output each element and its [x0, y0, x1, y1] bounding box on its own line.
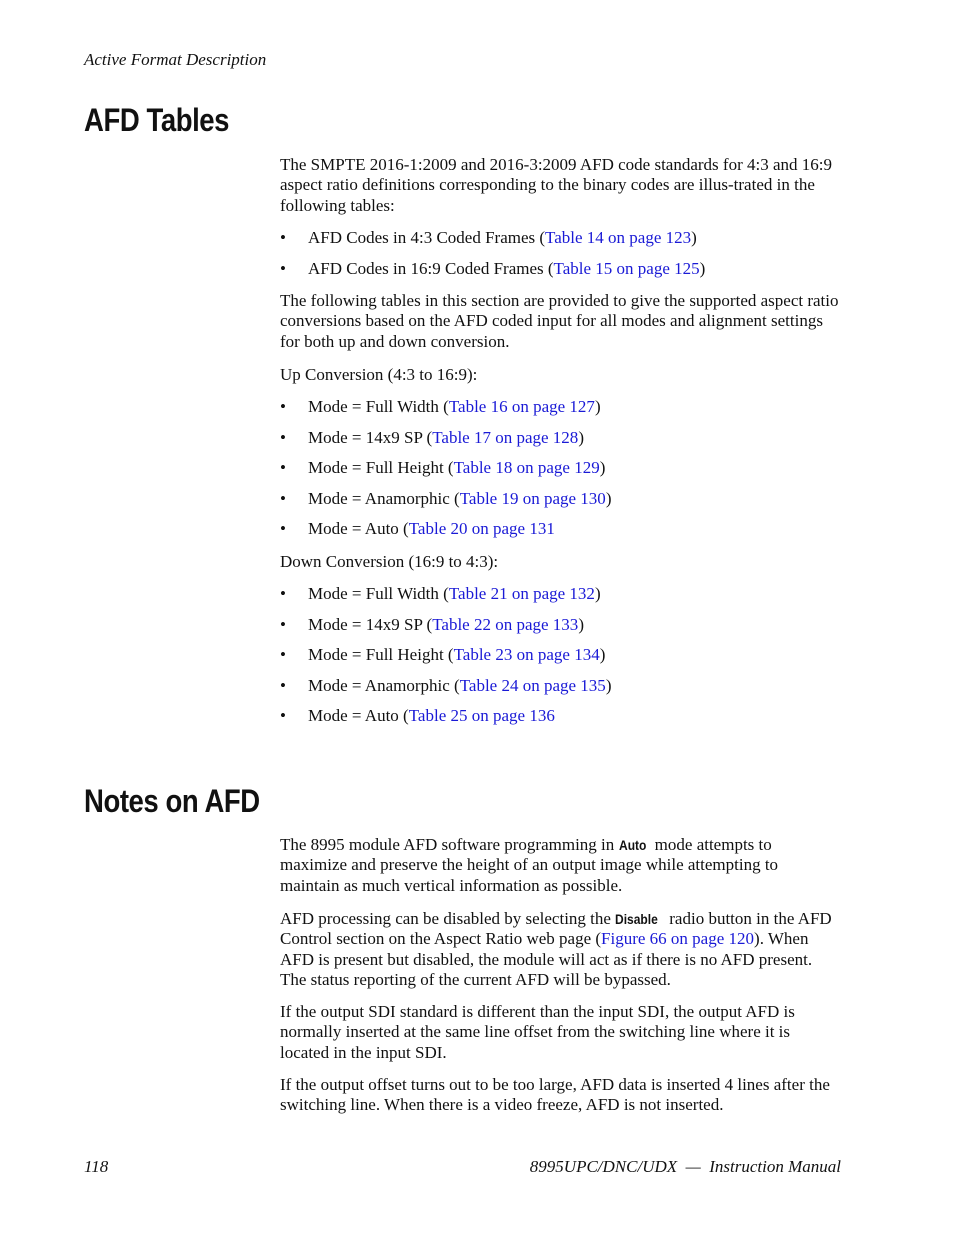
- up-conversion-label: Up Conversion (4:3 to 16:9):: [280, 365, 478, 384]
- bullet-icon: •: [280, 397, 286, 416]
- bullet-icon: •: [280, 676, 286, 695]
- table-21-link[interactable]: Table 21 on page 132: [448, 584, 595, 603]
- section-heading-notes-on-afd: Notes on AFD: [84, 783, 260, 819]
- bullet-icon: •: [280, 615, 286, 634]
- bullet-icon: •: [280, 428, 286, 447]
- table-22-link[interactable]: Table 22 on page 133: [432, 615, 579, 634]
- table-25-link[interactable]: Table 25 on page 136: [408, 706, 555, 725]
- section-heading-afd-tables: AFD Tables: [84, 102, 230, 138]
- bullet-icon: •: [280, 458, 286, 477]
- figure-66-link[interactable]: Figure 66 on page 120: [601, 929, 755, 949]
- table-23-link[interactable]: Table 23 on page 134: [453, 645, 600, 664]
- running-header: Active Format Description: [84, 50, 267, 69]
- manual-title: 8995UPC/DNC/UDX — Instruction Manual: [529, 1157, 841, 1176]
- table-24-link[interactable]: Table 24 on page 135: [459, 676, 606, 695]
- bullet-icon: •: [280, 259, 286, 278]
- bullet-icon: •: [280, 519, 286, 538]
- bullet-icon: •: [280, 645, 286, 664]
- notes-paragraph-auto-mode: The 8995 module AFD software programming in Auto mode attempts to maximize and preserve the height of an output image while attempting to maintain as much vertical information as possible.: [280, 835, 779, 895]
- table-15-link[interactable]: Table 15 on page 125: [553, 259, 700, 278]
- page-number: 118: [84, 1157, 109, 1176]
- bullet-icon: •: [280, 489, 286, 508]
- bullet-icon: •: [280, 228, 286, 247]
- notes-paragraph-sdi-standard: If the output SDI standard is different than the input SDI, the output AFD is normally inserted at the same line offset from the switching line where it is located in the input SDI.: [280, 1002, 795, 1062]
- bullet-icon: •: [280, 584, 286, 603]
- table-20-link[interactable]: Table 20 on page 131: [408, 519, 555, 538]
- table-16-link[interactable]: Table 16 on page 127: [448, 397, 595, 416]
- table-18-link[interactable]: Table 18 on page 129: [453, 458, 600, 477]
- table-14-link[interactable]: Table 14 on page 123: [545, 228, 692, 247]
- disable-button-label: Disable: [615, 911, 659, 927]
- auto-mode-label: Auto: [618, 837, 646, 853]
- down-conversion-label: Down Conversion (16:9 to 4:3):: [280, 552, 499, 571]
- table-19-link[interactable]: Table 19 on page 130: [459, 489, 606, 508]
- notes-paragraph-disable: AFD processing can be disabled by selecting the Disable radio button in the AFD Control section on the Aspect Ratio web page (Figure 66 on page 120). When AFD is present but disabled, the module will act as if there is no AFD present. The status reporting of the current AFD will be bypassed.: [280, 909, 832, 990]
- table-17-link[interactable]: Table 17 on page 128: [432, 428, 579, 447]
- notes-paragraph-output-offset: If the output offset turns out to be too large, AFD data is inserted 4 lines after the switching line. When there is a video freeze, AFD is not inserted.: [280, 1075, 830, 1115]
- bullet-icon: •: [280, 706, 286, 725]
- conversion-tables-paragraph: The following tables in this section are provided to give the supported aspect ratio conversions based on the AFD coded input for all modes and alignment settings for both up and down conversion.: [280, 291, 839, 351]
- afd-tables-intro: The SMPTE 2016-1:2009 and 2016-3:2009 AFD code standards for 4:3 and 16:9 aspect ratio definitions corresponding to the binary codes are illus-trated in the following tables:: [280, 155, 832, 215]
